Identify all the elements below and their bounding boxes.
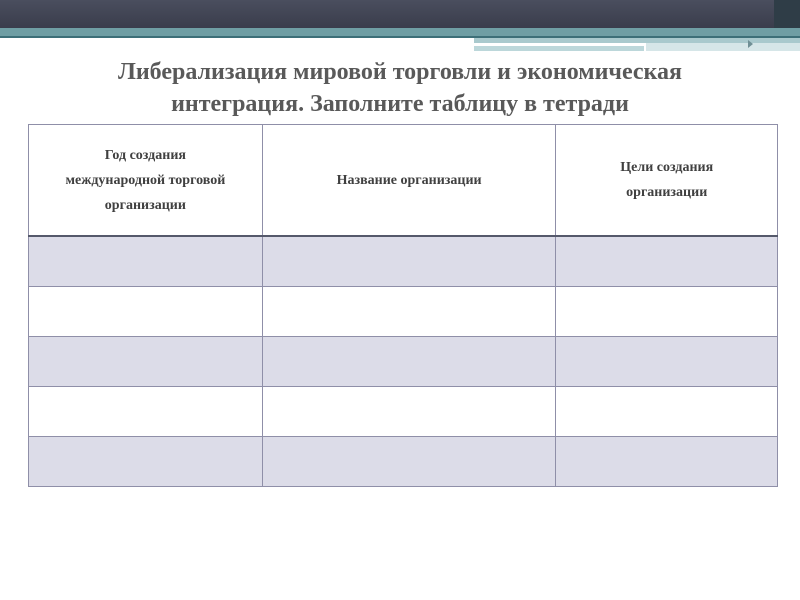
teal-accent-bar: [646, 43, 800, 51]
table-row: [29, 287, 778, 337]
table-cell: [29, 437, 263, 487]
table-cell: [29, 236, 263, 287]
table-row: [29, 337, 778, 387]
column-header-line: организации: [104, 197, 186, 213]
column-header-line: Год создания: [104, 147, 186, 163]
table-cell: [556, 287, 778, 337]
column-header-line: Цели создания: [620, 160, 714, 175]
table-header: [29, 125, 778, 237]
table-row: [29, 437, 778, 487]
teal-stripe: [0, 28, 800, 36]
table-cell: [262, 387, 556, 437]
slide-title-line: Либерализация мировой торговли и экономическая: [117, 59, 683, 85]
table-cell: [556, 236, 778, 287]
table-row: [29, 387, 778, 437]
header-band-corner: [774, 0, 800, 28]
table-cell: [262, 287, 556, 337]
table-cell: [556, 387, 778, 437]
column-header-line: международной торговой: [65, 172, 226, 188]
table-cell: [262, 236, 556, 287]
slide-title: [40, 56, 760, 120]
table-cell: [556, 437, 778, 487]
triangle-arrow-icon: [748, 40, 753, 48]
table-cell: [262, 337, 556, 387]
table-cell: [29, 287, 263, 337]
task-table: [28, 124, 778, 487]
column-header-line: Название организации: [336, 172, 482, 188]
teal-accent-bar: [474, 46, 644, 51]
column-header-goals: [556, 125, 778, 237]
column-header-year: [29, 125, 263, 237]
table-row: [29, 236, 778, 287]
slide-title-line: интеграция. Заполните таблицу в тетради: [171, 91, 629, 117]
table-body: [29, 236, 778, 487]
column-header-name: [262, 125, 556, 237]
table-cell: [29, 387, 263, 437]
table-header-row: [29, 125, 778, 237]
column-header-line: организации: [626, 185, 708, 200]
header-band: [0, 0, 800, 28]
table-cell: [29, 337, 263, 387]
table-cell: [262, 437, 556, 487]
table-cell: [556, 337, 778, 387]
